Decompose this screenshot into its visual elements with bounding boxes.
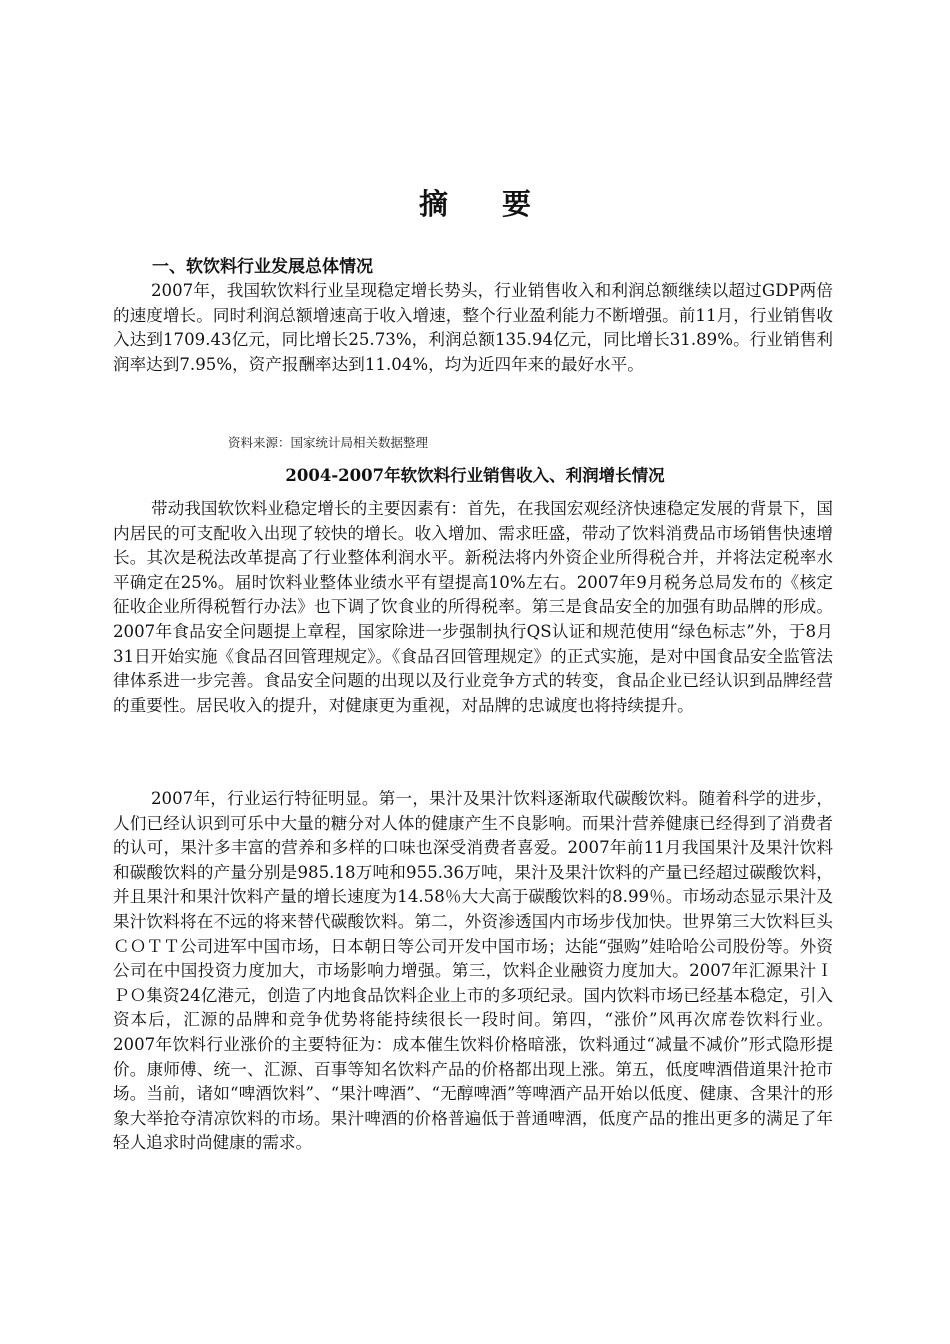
section-heading: 一、软饮料行业发展总体情况 [152,257,373,277]
paragraph-industry-overview: 2007年，我国软饮料行业呈现稳定增长势头，行业销售收入和利润总额继续以超过GDP两倍的速度增长。同时利润总额增速高于收入增速，整个行业盈利能力不断增强。前11月，行业销售收入达到1709.43亿元，同比增长25.73%，利润总额135.94亿元，同比增长31.89%。行业销售利润率达到7.95%，资产报酬率达到11.04%，均为近四年来的最好水平。 [113,281,833,374]
source-note: 资料来源：国家统计局相关数据整理 [228,435,429,450]
paragraph-growth-factors: 带动我国软饮料业稳定增长的主要因素有：首先，在我国宏观经济快速稳定发展的背景下，国内居民的可支配收入出现了较快的增长。收入增加、需求旺盛，带动了饮料消费品市场销售快速增长。其次是税法改革提高了行业整体利润水平。新税法将内外资企业所得税合并，并将法定税率水平确定在25%。届时饮料业整体业绩水平有望提高10%左右。2007年9月税务总局发布的《核定征收企业所得税暂行办法》也下调了饮食业的所得税率。第三是食品安全的加强有助品牌的形成。2007年食品安全问题提上章程，国家除进一步强制执行QS认证和规范使用“绿色标志”外，于8月31日开始实施《食品召回管理规定》。《食品召回管理规定》的正式实施，是对中国食品安全监管法律体系进一步完善。食品安全问题的出现以及行业竞争方式的转变，食品企业已经认识到品牌经营的重要性。居民收入的提升，对健康更为重视，对品牌的忠诚度也将持续提升。 [113,499,833,715]
chart-caption: 2004-2007年软饮料行业销售收入、利润增长情况 [285,466,665,485]
page-title: 摘 要 [418,187,554,221]
paragraph-industry-features: 2007年，行业运行特征明显。第一，果汁及果汁饮料逐渐取代碳酸饮料。随着科学的进步，人们已经认识到可乐中大量的糖分对人体的健康产生不良影响。而果汁营养健康已经得到了消费者的认可，果汁多丰富的营养和多样的口味也深受消费者喜爱。2007年前11月我国果汁及果汁饮料和碳酸饮料的产量分别是985.18万吨和955.36万吨，果汁及果汁饮料的产量已经超过碳酸饮料，并且果汁和果汁饮料产量的增长速度为14.58％大大高于碳酸饮料的8.99％。市场动态显示果汁及果汁饮料将在不远的将来替代碳酸饮料。第二，外资渗透国内市场步伐加快。世界第三大饮料巨头ＣＯＴＴ公司进军中国市场，日本朝日等公司开发中国市场；达能“强购”娃哈哈公司股份等。外资公司在中国投资力度加大，市场影响力增强。第三，饮料企业融资力度加大。2007年汇源果汁ＩＰＯ集资24亿港元，创造了内地食品饮料企业上市的多项纪录。国内饮料市场已经基本稳定，引入资本后，汇源的品牌和竞争优势将能持续很长一段时间。第四，“涨价”风再次席卷饮料行业。2007年饮料行业涨价的主要特征为：成本催生饮料价格暗涨，饮料通过“减量不减价”形式隐形提价。康师傅、统一、汇源、百事等知名饮料产品的价格都出现上涨。第五，低度啤酒借道果汁抢市场。当前，诸如“啤酒饮料”、“果汁啤酒”、“无醇啤酒”等啤酒产品开始以低度、健康、含果汁的形象大举抢夺清凉饮料的市场。果汁啤酒的价格普遍低于普通啤酒，低度产品的推出更多的满足了年轻人追求时尚健康的需求。 [113,789,833,1153]
